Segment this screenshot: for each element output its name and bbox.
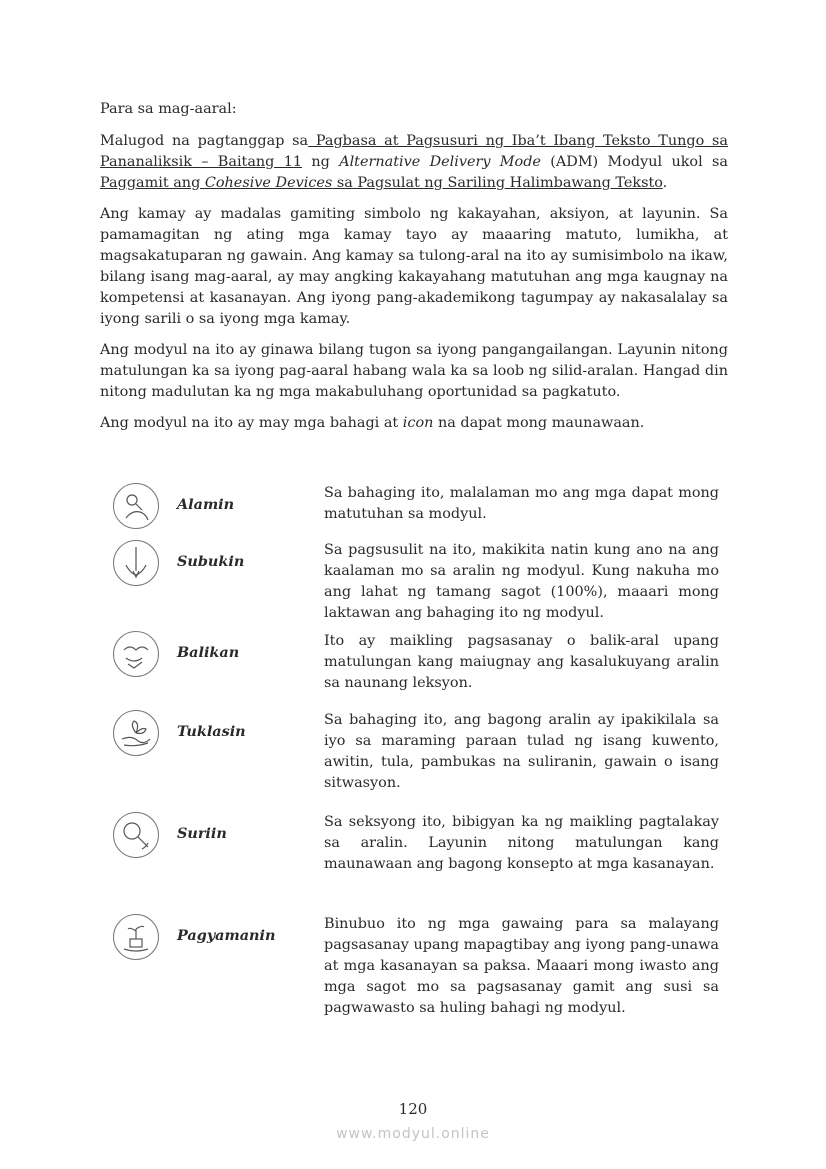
page-number: 120 [398,1100,428,1118]
hand-plant-icon [113,914,159,960]
welcome-text: Malugod na pagtanggap sa [100,133,309,149]
pen-hand-icon [113,540,159,586]
section-label: Balikan [177,644,240,661]
hand-symbol-paragraph: Ang kamay ay madalas gamiting simbolo ng kakayahan, aksiyon, at layunin. Sa pamamagitan ng ating mga kamay tayo ay maaaring matuto, lumikha, at magsakatuparan ng gawain. Ang kamay sa tulong-aral na ito ay sumisimbolo na ikaw, bilang isang mag-aaral, ay may angking kakayahang matutuhan ang mga kaugnay na kompetensi at kasanayan. Ang iyong pang-akademikong tagumpay ay nakasalalay sa iyong sarili o sa iyong mga kamay. [100,206,728,327]
section-description: Sa bahaging ito, malalaman mo ang mga dapat mong matutuhan sa modyul. [324,485,719,522]
magnifier-hand-icon [113,483,159,529]
greeting: Para sa mag-aaral: [100,101,237,117]
subject-title: Pagbasa at Pagsusuri ng Iba’t Ibang Teksto Tungo sa Pananaliksik – Baitang 11 [100,133,728,170]
welcome-text: . [662,175,668,191]
adm-term: Alternative Delivery Mode [339,154,541,170]
module-title-italic: Cohesive Devices [204,175,333,191]
magnifying-glass-icon [113,812,159,858]
section-label: Alamin [177,496,235,513]
section-label: Subukin [177,553,245,570]
module-purpose-paragraph: Ang modyul na ito ay ginawa bilang tugon sa iyong pangangailangan. Layunin nitong matulungan ka sa iyong pag-aaral habang wala ka sa loob ng silid-aralan. Hangad din nitong madulutan ka ng mga makabuluhang oportunidad sa pagkatuto. [100,342,728,400]
module-title-part: sa Pagsulat ng Sariling Halimbawang Teksto [332,175,663,191]
section-label: Tuklasin [177,723,246,740]
hand-sprout-icon [113,710,159,756]
module-title [100,175,663,191]
intro-text [100,99,728,444]
section-label: Suriin [177,825,227,842]
watermark: www.modyul.online [336,1126,490,1142]
section-description: Binubuo ito ng mga gawaing para sa malayang pagsasanay upang mapagtibay ang iyong pang-unawa at mga kasanayan sa paksa. Maaari mong iwasto ang mga sagot mo sa pagsasanay gamit ang susi sa pagwawasto sa huling bahagi ng modyul. [324,916,719,1016]
section-description: Sa pagsusulit na ito, makikita natin kung ano na ang kaalaman mo sa aralin ng modyul. Kung nakuha mo ang lahat ng tamang sagot (100%), maaari mong laktawan ang bahaging ito ng modyul. [324,542,719,621]
icons-intro-paragraph [100,413,728,434]
module-title-part: Paggamit ang [100,175,205,191]
welcome-text: ng [302,154,340,170]
section-label: Pagyamanin [177,927,276,944]
welcome-text: (ADM) Modyul ukol sa [540,154,728,170]
icons-intro-text: Ang modyul na ito ay may mga bahagi at [100,415,403,431]
section-description: Ito ay maikling pagsasanay o balik-aral upang matulungan kang maiugnay ang kasalukuyang aralin sa naunang leksyon. [324,633,719,691]
icon-term: icon [402,415,434,431]
hands-review-icon [113,631,159,677]
section-description: Sa seksyong ito, bibigyan ka ng maikling pagtalakay sa aralin. Layunin nitong matulungan kang maunawaan ang bagong konsepto at mga kasanayan. [324,814,719,872]
icons-intro-text: na dapat mong maunawaan. [433,415,645,431]
welcome-paragraph [100,131,728,194]
section-description: Sa bahaging ito, ang bagong aralin ay ipakikilala sa iyo sa maraming paraan tulad ng isang kuwento, awitin, tula, pambukas na suliranin, gawain o isang sitwasyon. [324,712,719,791]
